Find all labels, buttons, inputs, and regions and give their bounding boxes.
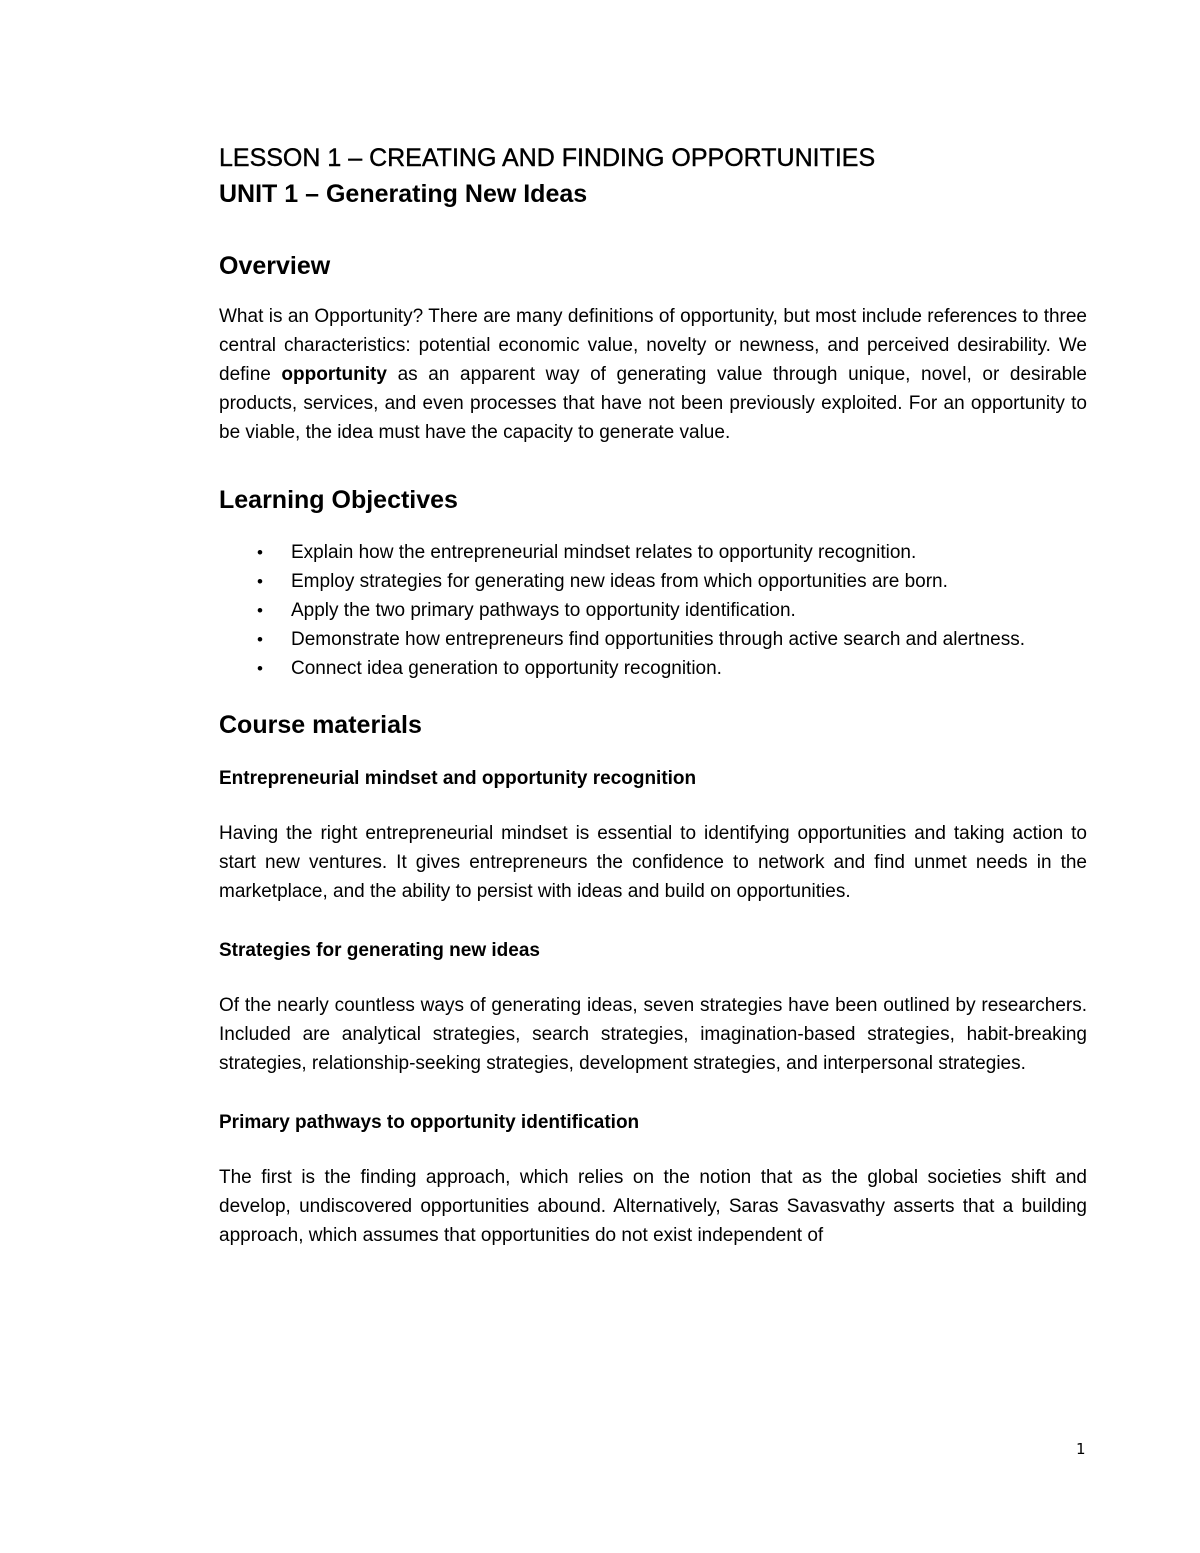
unit-title: UNIT 1 – Generating New Ideas (219, 180, 588, 208)
overview-text-before: What is an Opportunity? There are many definitions of opportunity, but most include references to three central characteristics: potential economic value, novelty or newness, and perceived desirability. We define (219, 306, 1087, 385)
bullet-icon: • (257, 572, 263, 591)
objective-text: Demonstrate how entrepreneurs find opportunities through active search and alertness. (291, 629, 1026, 650)
bullet-icon: • (257, 659, 263, 678)
bullet-icon: • (257, 543, 263, 562)
objective-text: Employ strategies for generating new ideas from which opportunities are born. (291, 571, 948, 592)
section-text-strategies: Of the nearly countless ways of generating ideas, seven strategies have been outlined by researchers. Included are analytical strategies, search strategies, imagination-based strategies, habit-breaking strategies, relationship-seeking strategies, development strategies, and interpersonal strategies. (219, 995, 1087, 1074)
learning-objectives-list (219, 538, 1087, 683)
document-content (219, 140, 1087, 1250)
learning-objectives-heading: Learning Objectives (219, 486, 458, 514)
course-materials-heading: Course materials (219, 711, 422, 739)
objective-text: Explain how the entrepreneurial mindset relates to opportunity recognition. (291, 542, 917, 563)
overview-paragraph (219, 302, 1087, 447)
section-title-mindset: Entrepreneurial mindset and opportunity recognition (219, 768, 697, 789)
list-item (219, 567, 1087, 596)
opportunity-term: opportunity (281, 364, 387, 385)
section-title-strategies: Strategies for generating new ideas (219, 940, 540, 961)
section-title-pathways: Primary pathways to opportunity identification (219, 1112, 640, 1133)
list-item (219, 625, 1087, 654)
list-item (219, 654, 1087, 683)
bullet-icon: • (257, 630, 263, 649)
list-item (219, 538, 1087, 567)
lesson-title: LESSON 1 – CREATING AND FINDING OPPORTUNITIES (219, 144, 876, 172)
section-text-pathways: The first is the finding approach, which relies on the notion that as the global societies shift and develop, undiscovered opportunities abound. Alternatively, Saras Savasvathy asserts that a building approach, which assumes that opportunities do not exist independent of (219, 1167, 1087, 1246)
section-text-mindset: Having the right entrepreneurial mindset is essential to identifying opportunities and taking action to start new ventures. It gives entrepreneurs the confidence to network and find unmet needs in the marketplace, and the ability to persist with ideas and build on opportunities. (219, 823, 1087, 902)
overview-heading: Overview (219, 252, 331, 280)
overview-text-after: as an apparent way of generating value through unique, novel, or desirable products, services, and even processes that have not been previously exploited. For an opportunity to be viable, the idea must have the capacity to generate value. (219, 364, 1087, 443)
objective-text: Connect idea generation to opportunity recognition. (291, 658, 722, 679)
bullet-icon: • (257, 601, 263, 620)
page-number: 1 (1076, 1440, 1086, 1458)
objective-text: Apply the two primary pathways to opportunity identification. (291, 600, 796, 621)
list-item (219, 596, 1087, 625)
